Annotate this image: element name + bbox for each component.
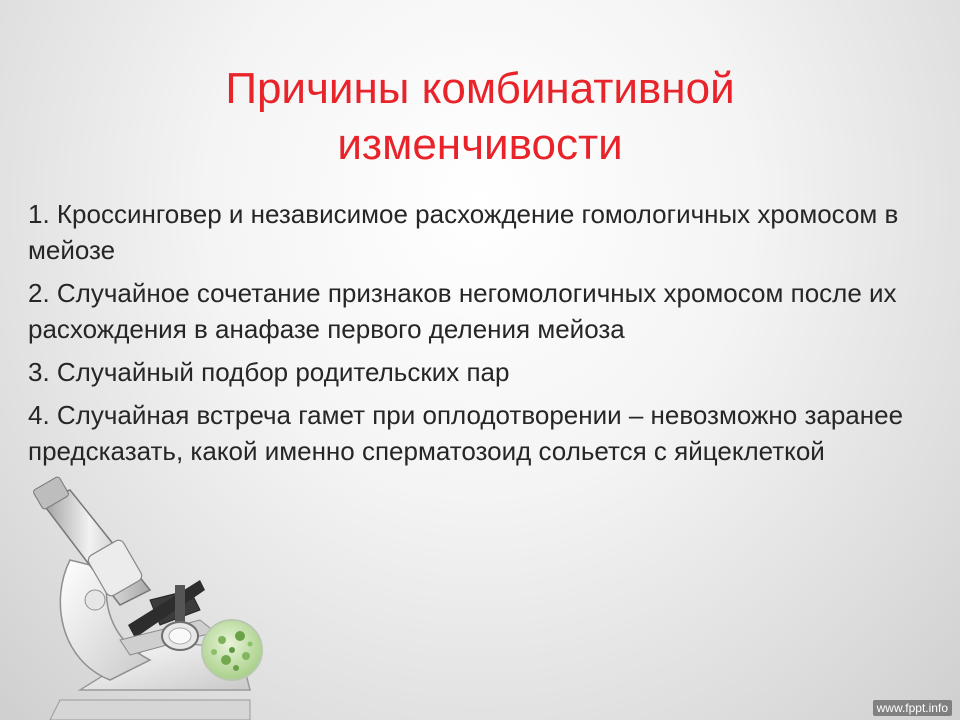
- title-line-2: изменчивости: [337, 120, 623, 170]
- petri-dish-icon: [202, 620, 262, 680]
- slide-title: [80, 61, 880, 173]
- list-item: 2. Случайное сочетание признаков негомологичных хромосом после их расхождения в анафазе первого деления мейоза: [28, 278, 897, 344]
- causes-list: [28, 196, 928, 476]
- title-line-1: Причины комбинативной: [225, 64, 735, 114]
- list-item: 4. Случайная встреча гамет при оплодотворении – невозможно заранее предсказать, какой именно сперматозоид сольется с яйцеклеткой: [28, 400, 904, 466]
- watermark: www.fppt.info: [873, 700, 952, 716]
- list-item: 1. Кроссинговер и независимое расхождение гомологичных хромосом в мейозе: [28, 199, 899, 265]
- list-item: 3. Случайный подбор родительских пар: [28, 357, 510, 387]
- microscope-icon: [33, 476, 250, 720]
